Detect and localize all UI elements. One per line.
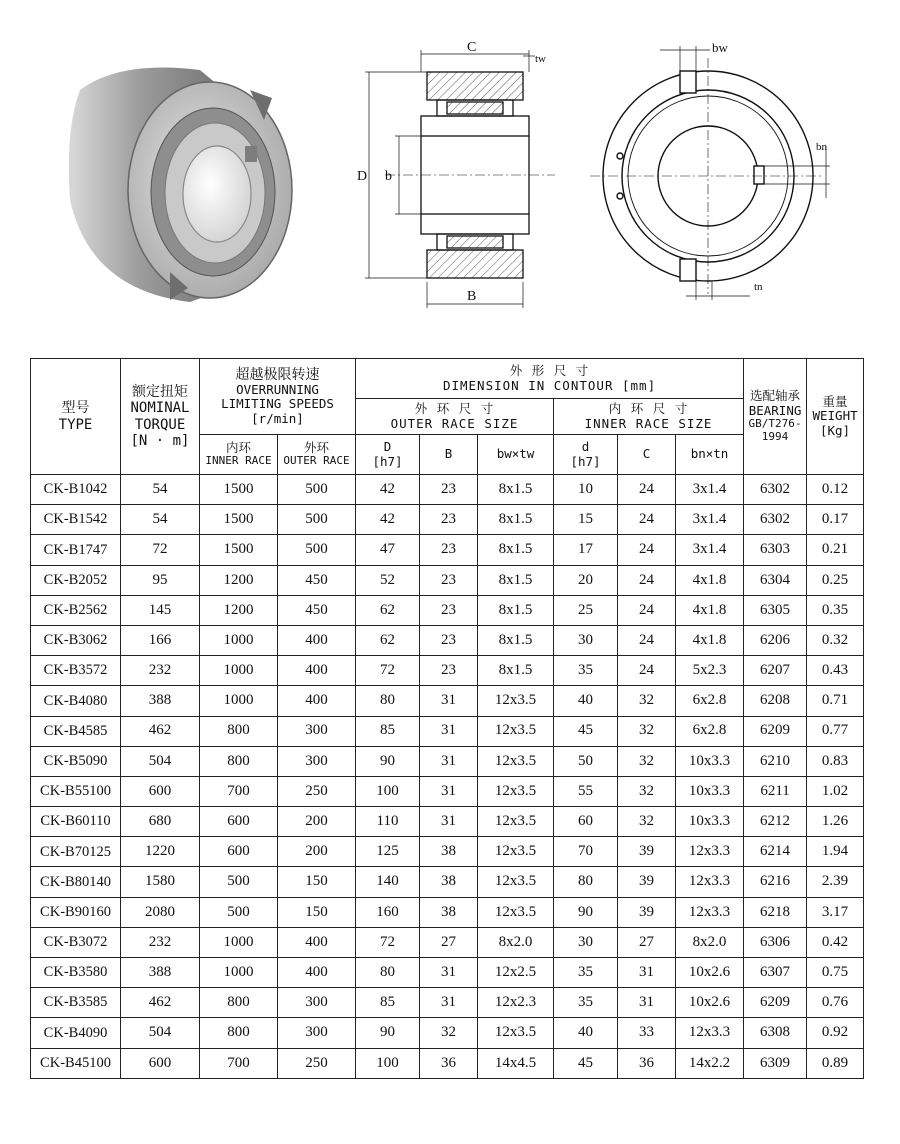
table-cell: 31 — [420, 746, 478, 776]
table-cell: 12x3.5 — [478, 776, 554, 806]
table-cell: 8x1.5 — [478, 625, 554, 655]
label-b-width: B — [467, 289, 477, 304]
table-row — [31, 1018, 864, 1048]
table-row — [31, 595, 864, 625]
table-cell: 6302 — [744, 475, 807, 505]
table-cell: 30 — [554, 625, 618, 655]
table-cell: 52 — [356, 565, 420, 595]
table-row — [31, 776, 864, 806]
table-cell: 450 — [278, 565, 356, 595]
table-cell: 125 — [356, 837, 420, 867]
table-cell: 462 — [121, 716, 200, 746]
figures-area — [0, 0, 900, 340]
table-cell: 24 — [618, 595, 676, 625]
table-cell: 8x1.5 — [478, 565, 554, 595]
table-cell: 232 — [121, 656, 200, 686]
table-cell: 140 — [356, 867, 420, 897]
table-cell: 3x1.4 — [676, 475, 744, 505]
table-cell: 31 — [618, 958, 676, 988]
table-cell: 6x2.8 — [676, 716, 744, 746]
table-cell: 400 — [278, 656, 356, 686]
table-cell: 38 — [420, 897, 478, 927]
table-cell: 6209 — [744, 716, 807, 746]
table-cell: 23 — [420, 656, 478, 686]
table-cell: 8x1.5 — [478, 505, 554, 535]
table-cell: 36 — [618, 1048, 676, 1078]
table-row — [31, 897, 864, 927]
table-cell: 4x1.8 — [676, 565, 744, 595]
table-cell: 31 — [420, 807, 478, 837]
cell-type: CK-B3572 — [31, 656, 121, 686]
table-cell: 12x3.3 — [676, 837, 744, 867]
header-col-bw: bw×tw — [478, 435, 554, 475]
table-cell: 1.26 — [807, 807, 864, 837]
table-cell: 23 — [420, 625, 478, 655]
table-cell: 0.83 — [807, 746, 864, 776]
table-cell: 8x2.0 — [676, 927, 744, 957]
table-cell: 70 — [554, 837, 618, 867]
cell-type: CK-B1542 — [31, 505, 121, 535]
table-cell: 33 — [618, 1018, 676, 1048]
table-cell: 31 — [420, 988, 478, 1018]
header-speed: 超越极限转速 OVERRUNNING LIMITING SPEEDS [r/min] — [200, 359, 356, 435]
table-cell: 14x2.2 — [676, 1048, 744, 1078]
table-cell: 60 — [554, 807, 618, 837]
table-cell: 100 — [356, 776, 420, 806]
table-cell: 1000 — [200, 927, 278, 957]
table-cell: 80 — [554, 867, 618, 897]
table-cell: 12x3.5 — [478, 716, 554, 746]
header-outer-race: 外 环 尺 寸 OUTER RACE SIZE — [356, 399, 554, 435]
cell-type: CK-B70125 — [31, 837, 121, 867]
table-cell: 31 — [420, 716, 478, 746]
table-cell: 10x2.6 — [676, 958, 744, 988]
table-cell: 31 — [420, 776, 478, 806]
table-row — [31, 867, 864, 897]
table-cell: 4x1.8 — [676, 625, 744, 655]
table-cell: 90 — [356, 746, 420, 776]
table-cell: 1220 — [121, 837, 200, 867]
cell-type: CK-B4090 — [31, 1018, 121, 1048]
table-cell: 150 — [278, 867, 356, 897]
table-cell: 6304 — [744, 565, 807, 595]
table-row — [31, 746, 864, 776]
table-cell: 36 — [420, 1048, 478, 1078]
header-type: 型号 TYPE — [31, 359, 121, 475]
table-cell: 32 — [618, 716, 676, 746]
table-cell: 14x4.5 — [478, 1048, 554, 1078]
table-cell: 80 — [356, 686, 420, 716]
table-cell: 39 — [618, 837, 676, 867]
table-cell: 0.75 — [807, 958, 864, 988]
table-cell: 500 — [278, 475, 356, 505]
table-cell: 1500 — [200, 505, 278, 535]
label-c: C — [467, 40, 477, 55]
table-row — [31, 1048, 864, 1078]
table-cell: 12x3.3 — [676, 867, 744, 897]
table-cell: 400 — [278, 927, 356, 957]
table-cell: 6308 — [744, 1018, 807, 1048]
table-cell: 35 — [554, 988, 618, 1018]
table-cell: 47 — [356, 535, 420, 565]
table-cell: 39 — [618, 897, 676, 927]
table-cell: 1000 — [200, 625, 278, 655]
table-cell: 54 — [121, 505, 200, 535]
table-cell: 8x2.0 — [478, 927, 554, 957]
table-cell: 0.77 — [807, 716, 864, 746]
table-cell: 300 — [278, 1018, 356, 1048]
table-cell: 400 — [278, 625, 356, 655]
table-cell: 1000 — [200, 686, 278, 716]
table-cell: 0.17 — [807, 505, 864, 535]
cell-type: CK-B55100 — [31, 776, 121, 806]
front-view-drawing — [590, 38, 840, 308]
table-cell: 1580 — [121, 867, 200, 897]
spec-table-body — [31, 475, 864, 1079]
table-cell: 400 — [278, 958, 356, 988]
table-cell: 45 — [554, 1048, 618, 1078]
cell-type: CK-B2052 — [31, 565, 121, 595]
table-cell: 600 — [121, 776, 200, 806]
cell-type: CK-B3062 — [31, 625, 121, 655]
table-row — [31, 988, 864, 1018]
cell-type: CK-B90160 — [31, 897, 121, 927]
cell-type: CK-B3585 — [31, 988, 121, 1018]
table-cell: 0.92 — [807, 1018, 864, 1048]
table-cell: 400 — [278, 686, 356, 716]
table-row — [31, 475, 864, 505]
table-cell: 8x1.5 — [478, 475, 554, 505]
table-cell: 32 — [618, 807, 676, 837]
table-cell: 55 — [554, 776, 618, 806]
table-cell: 45 — [554, 716, 618, 746]
table-cell: 4x1.8 — [676, 595, 744, 625]
cell-type: CK-B45100 — [31, 1048, 121, 1078]
table-cell: 38 — [420, 837, 478, 867]
table-cell: 6218 — [744, 897, 807, 927]
table-cell: 600 — [121, 1048, 200, 1078]
table-cell: 12x3.3 — [676, 897, 744, 927]
table-cell: 1000 — [200, 958, 278, 988]
table-cell: 700 — [200, 1048, 278, 1078]
table-cell: 12x3.5 — [478, 807, 554, 837]
table-cell: 50 — [554, 746, 618, 776]
table-cell: 6211 — [744, 776, 807, 806]
table-cell: 23 — [420, 595, 478, 625]
table-cell: 600 — [200, 807, 278, 837]
label-tn: tn — [754, 281, 763, 293]
table-cell: 17 — [554, 535, 618, 565]
table-cell: 6212 — [744, 807, 807, 837]
table-cell: 3.17 — [807, 897, 864, 927]
cell-type: CK-B2562 — [31, 595, 121, 625]
table-cell: 12x2.3 — [478, 988, 554, 1018]
table-row — [31, 505, 864, 535]
cell-type: CK-B4585 — [31, 716, 121, 746]
table-row — [31, 958, 864, 988]
table-row — [31, 837, 864, 867]
cell-type: CK-B5090 — [31, 746, 121, 776]
table-cell: 6216 — [744, 867, 807, 897]
table-cell: 2.39 — [807, 867, 864, 897]
cell-type: CK-B1747 — [31, 535, 121, 565]
table-cell: 1.02 — [807, 776, 864, 806]
table-cell: 6207 — [744, 656, 807, 686]
table-cell: 10x3.3 — [676, 776, 744, 806]
table-cell: 0.71 — [807, 686, 864, 716]
table-cell: 166 — [121, 625, 200, 655]
table-cell: 450 — [278, 595, 356, 625]
table-cell: 1500 — [200, 535, 278, 565]
table-cell: 12x2.5 — [478, 958, 554, 988]
table-cell: 24 — [618, 475, 676, 505]
table-cell: 32 — [420, 1018, 478, 1048]
table-cell: 800 — [200, 988, 278, 1018]
table-cell: 6303 — [744, 535, 807, 565]
cell-type: CK-B3072 — [31, 927, 121, 957]
table-cell: 23 — [420, 565, 478, 595]
table-cell: 6210 — [744, 746, 807, 776]
table-row — [31, 565, 864, 595]
table-cell: 8x1.5 — [478, 535, 554, 565]
table-cell: 62 — [356, 625, 420, 655]
table-cell: 800 — [200, 1018, 278, 1048]
label-tw: tw — [535, 53, 546, 65]
table-cell: 0.12 — [807, 475, 864, 505]
table-cell: 12x3.3 — [676, 1018, 744, 1048]
table-cell: 54 — [121, 475, 200, 505]
table-cell: 800 — [200, 716, 278, 746]
table-cell: 150 — [278, 897, 356, 927]
table-cell: 12x3.5 — [478, 837, 554, 867]
table-cell: 42 — [356, 475, 420, 505]
table-cell: 24 — [618, 535, 676, 565]
table-cell: 35 — [554, 958, 618, 988]
table-cell: 200 — [278, 807, 356, 837]
table-cell: 1200 — [200, 595, 278, 625]
cell-type: CK-B60110 — [31, 807, 121, 837]
table-cell: 232 — [121, 927, 200, 957]
header-speed-inner: 内环 INNER RACE — [200, 435, 278, 475]
table-cell: 504 — [121, 746, 200, 776]
table-cell: 6302 — [744, 505, 807, 535]
table-cell: 250 — [278, 1048, 356, 1078]
table-cell: 24 — [618, 625, 676, 655]
table-cell: 10x3.3 — [676, 807, 744, 837]
table-cell: 6307 — [744, 958, 807, 988]
table-cell: 160 — [356, 897, 420, 927]
table-cell: 0.76 — [807, 988, 864, 1018]
table-cell: 32 — [618, 686, 676, 716]
table-cell: 72 — [356, 656, 420, 686]
cell-type: CK-B3580 — [31, 958, 121, 988]
table-cell: 72 — [356, 927, 420, 957]
table-cell: 0.43 — [807, 656, 864, 686]
table-cell: 23 — [420, 535, 478, 565]
table-cell: 6x2.8 — [676, 686, 744, 716]
header-inner-race: 内 环 尺 寸 INNER RACE SIZE — [554, 399, 744, 435]
table-cell: 0.42 — [807, 927, 864, 957]
table-cell: 10x2.6 — [676, 988, 744, 1018]
table-cell: 500 — [278, 535, 356, 565]
table-cell: 6206 — [744, 625, 807, 655]
table-cell: 5x2.3 — [676, 656, 744, 686]
table-cell: 504 — [121, 1018, 200, 1048]
table-cell: 500 — [200, 897, 278, 927]
table-row — [31, 686, 864, 716]
table-cell: 10x3.3 — [676, 746, 744, 776]
table-cell: 27 — [420, 927, 478, 957]
table-cell: 62 — [356, 595, 420, 625]
table-cell: 300 — [278, 716, 356, 746]
cell-type: CK-B1042 — [31, 475, 121, 505]
table-cell: 110 — [356, 807, 420, 837]
label-bw: bw — [712, 40, 728, 55]
table-cell: 72 — [121, 535, 200, 565]
table-row — [31, 927, 864, 957]
label-b-inner: b — [385, 169, 392, 184]
table-row — [31, 656, 864, 686]
table-cell: 462 — [121, 988, 200, 1018]
table-cell: 25 — [554, 595, 618, 625]
table-cell: 15 — [554, 505, 618, 535]
table-cell: 2080 — [121, 897, 200, 927]
table-cell: 20 — [554, 565, 618, 595]
table-cell: 1.94 — [807, 837, 864, 867]
table-cell: 8x1.5 — [478, 656, 554, 686]
table-cell: 6306 — [744, 927, 807, 957]
table-cell: 0.89 — [807, 1048, 864, 1078]
table-cell: 800 — [200, 746, 278, 776]
table-cell: 39 — [618, 867, 676, 897]
table-cell: 3x1.4 — [676, 505, 744, 535]
spec-table — [30, 358, 864, 1079]
header-torque: 额定扭矩 NOMINAL TORQUE [N · m] — [121, 359, 200, 475]
table-cell: 12x3.5 — [478, 867, 554, 897]
table-cell: 10 — [554, 475, 618, 505]
table-cell: 388 — [121, 686, 200, 716]
table-cell: 90 — [554, 897, 618, 927]
table-cell: 300 — [278, 988, 356, 1018]
table-cell: 388 — [121, 958, 200, 988]
table-cell: 6305 — [744, 595, 807, 625]
header-col-B: B — [420, 435, 478, 475]
table-cell: 85 — [356, 988, 420, 1018]
bearing-photo — [50, 50, 310, 310]
table-cell: 0.21 — [807, 535, 864, 565]
table-cell: 27 — [618, 927, 676, 957]
header-col-d: d [h7] — [554, 435, 618, 475]
table-cell: 600 — [200, 837, 278, 867]
table-cell: 24 — [618, 505, 676, 535]
table-cell: 6309 — [744, 1048, 807, 1078]
table-cell: 680 — [121, 807, 200, 837]
header-col-D: D [h7] — [356, 435, 420, 475]
table-cell: 145 — [121, 595, 200, 625]
table-cell: 1200 — [200, 565, 278, 595]
table-cell: 12x3.5 — [478, 746, 554, 776]
table-row — [31, 716, 864, 746]
table-cell: 24 — [618, 565, 676, 595]
header-col-C: C — [618, 435, 676, 475]
table-cell: 12x3.5 — [478, 686, 554, 716]
table-cell: 0.25 — [807, 565, 864, 595]
table-cell: 300 — [278, 746, 356, 776]
table-cell: 31 — [618, 988, 676, 1018]
header-speed-outer: 外环 OUTER RACE — [278, 435, 356, 475]
table-cell: 30 — [554, 927, 618, 957]
table-cell: 1500 — [200, 475, 278, 505]
header-weight: 重量 WEIGHT [Kg] — [807, 359, 864, 475]
table-cell: 85 — [356, 716, 420, 746]
table-cell: 12x3.5 — [478, 897, 554, 927]
table-cell: 23 — [420, 505, 478, 535]
table-cell: 8x1.5 — [478, 595, 554, 625]
label-d-outer: D — [357, 169, 368, 184]
table-cell: 1000 — [200, 656, 278, 686]
cell-type: CK-B80140 — [31, 867, 121, 897]
table-cell: 3x1.4 — [676, 535, 744, 565]
table-cell: 24 — [618, 656, 676, 686]
table-cell: 0.32 — [807, 625, 864, 655]
header-col-bn: bn×tn — [676, 435, 744, 475]
table-cell: 40 — [554, 686, 618, 716]
table-cell: 500 — [200, 867, 278, 897]
table-cell: 40 — [554, 1018, 618, 1048]
table-cell: 12x3.5 — [478, 1018, 554, 1048]
table-row — [31, 807, 864, 837]
table-cell: 100 — [356, 1048, 420, 1078]
table-cell: 95 — [121, 565, 200, 595]
table-cell: 42 — [356, 505, 420, 535]
table-cell: 32 — [618, 746, 676, 776]
table-cell: 250 — [278, 776, 356, 806]
cell-type: CK-B4080 — [31, 686, 121, 716]
table-row — [31, 625, 864, 655]
table-cell: 200 — [278, 837, 356, 867]
table-cell: 80 — [356, 958, 420, 988]
table-cell: 32 — [618, 776, 676, 806]
table-cell: 35 — [554, 656, 618, 686]
header-contour: 外 形 尺 寸 DIMENSION IN CONTOUR [mm] — [356, 359, 744, 399]
label-bn: bn — [816, 141, 827, 153]
table-cell: 23 — [420, 475, 478, 505]
table-row — [31, 535, 864, 565]
table-cell: 38 — [420, 867, 478, 897]
table-cell: 6208 — [744, 686, 807, 716]
table-cell: 0.35 — [807, 595, 864, 625]
table-cell: 31 — [420, 958, 478, 988]
header-bearing: 选配轴承 BEARING GB/T276-1994 — [744, 359, 807, 475]
table-cell: 90 — [356, 1018, 420, 1048]
table-cell: 700 — [200, 776, 278, 806]
side-section-drawing — [355, 38, 575, 323]
table-cell: 31 — [420, 686, 478, 716]
table-cell: 6209 — [744, 988, 807, 1018]
table-cell: 500 — [278, 505, 356, 535]
table-cell: 6214 — [744, 837, 807, 867]
